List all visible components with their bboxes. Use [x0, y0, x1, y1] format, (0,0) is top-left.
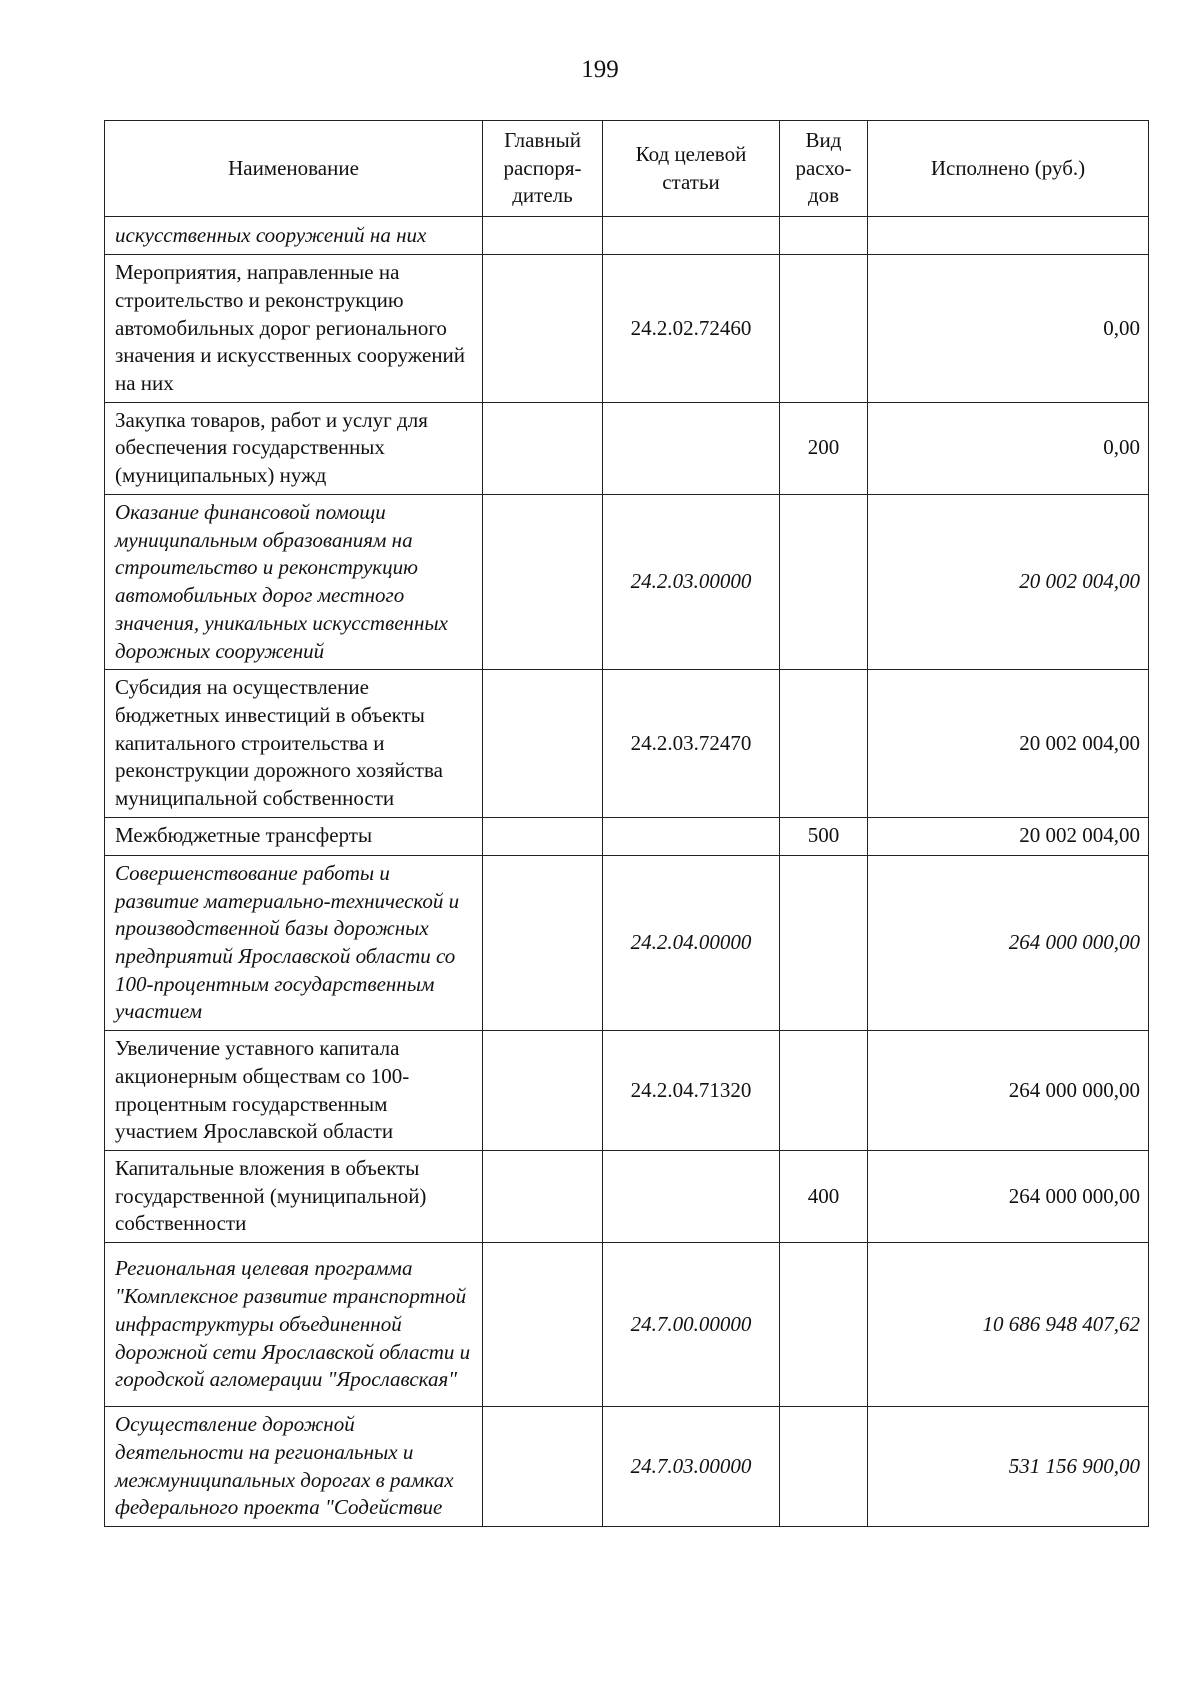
cell-expense-type [780, 670, 868, 818]
table-row [105, 817, 1149, 855]
table-row [105, 1407, 1149, 1527]
cell-name: искусственных сооружений на них [105, 217, 483, 255]
cell-executed: 264 000 000,00 [868, 1031, 1149, 1151]
table-row [105, 1031, 1149, 1151]
table-row [105, 255, 1149, 403]
cell-executed: 531 156 900,00 [868, 1407, 1149, 1527]
cell-name: Увеличение уставного капитала акционерным обществам со 100-процентным государственным участием Ярославской области [105, 1031, 483, 1151]
cell-executed: 10 686 948 407,62 [868, 1243, 1149, 1407]
table-row [105, 1151, 1149, 1243]
cell-expense-type: 200 [780, 402, 868, 494]
cell-target-code [603, 817, 780, 855]
cell-name: Мероприятия, направленные на строительство и реконструкцию автомобильных дорог регионального значения и искусственных сооружений на них [105, 255, 483, 403]
cell-executed: 264 000 000,00 [868, 855, 1149, 1030]
cell-target-code: 24.7.00.00000 [603, 1243, 780, 1407]
cell-manager [483, 402, 603, 494]
cell-expense-type [780, 1243, 868, 1407]
cell-expense-type: 400 [780, 1151, 868, 1243]
cell-target-code [603, 1151, 780, 1243]
cell-manager [483, 855, 603, 1030]
cell-name: Капитальные вложения в объекты государственной (муниципальной) собственности [105, 1151, 483, 1243]
cell-expense-type [780, 255, 868, 403]
cell-manager [483, 670, 603, 818]
cell-expense-type [780, 1031, 868, 1151]
cell-expense-type: 500 [780, 817, 868, 855]
cell-manager [483, 494, 603, 669]
cell-name: Субсидия на осуществление бюджетных инвестиций в объекты капитального строительства и реконструкции дорожного хозяйства муниципальной собственности [105, 670, 483, 818]
cell-expense-type [780, 494, 868, 669]
header-name: Наименование [105, 121, 483, 217]
cell-manager [483, 1151, 603, 1243]
cell-manager [483, 817, 603, 855]
cell-name: Совершенствование работы и развитие материально-технической и производственной базы дорожных предприятий Ярославской области со 100-процентным государственным участием [105, 855, 483, 1030]
header-executed: Исполнено (руб.) [868, 121, 1149, 217]
cell-executed: 20 002 004,00 [868, 670, 1149, 818]
cell-expense-type [780, 855, 868, 1030]
cell-manager [483, 217, 603, 255]
cell-manager [483, 1407, 603, 1527]
cell-target-code: 24.2.03.00000 [603, 494, 780, 669]
cell-target-code: 24.7.03.00000 [603, 1407, 780, 1527]
budget-table [104, 120, 1149, 1527]
cell-name: Осуществление дорожной деятельности на региональных и межмуниципальных дорогах в рамках федерального проекта "Содействие [105, 1407, 483, 1527]
page-number: 199 [581, 56, 619, 83]
table-row [105, 670, 1149, 818]
table-body [105, 217, 1149, 1527]
cell-target-code: 24.2.03.72470 [603, 670, 780, 818]
table-row [105, 1243, 1149, 1407]
cell-executed: 264 000 000,00 [868, 1151, 1149, 1243]
header-expense-type: Вид расхо-дов [780, 121, 868, 217]
table-row [105, 494, 1149, 669]
header-target-code: Код целевой статьи [603, 121, 780, 217]
cell-target-code: 24.2.04.00000 [603, 855, 780, 1030]
cell-executed [868, 217, 1149, 255]
cell-target-code [603, 217, 780, 255]
header-manager: Главный распоря-дитель [483, 121, 603, 217]
cell-executed: 0,00 [868, 255, 1149, 403]
cell-name: Оказание финансовой помощи муниципальным образованиям на строительство и реконструкцию автомобильных дорог местного значения, уникальных искусственных дорожных сооружений [105, 494, 483, 669]
cell-target-code [603, 402, 780, 494]
cell-name: Межбюджетные трансферты [105, 817, 483, 855]
cell-executed: 20 002 004,00 [868, 817, 1149, 855]
cell-target-code: 24.2.02.72460 [603, 255, 780, 403]
cell-expense-type [780, 217, 868, 255]
cell-name: Закупка товаров, работ и услуг для обеспечения государственных (муниципальных) нужд [105, 402, 483, 494]
cell-executed: 0,00 [868, 402, 1149, 494]
table-row [105, 855, 1149, 1030]
table-row [105, 402, 1149, 494]
cell-target-code: 24.2.04.71320 [603, 1031, 780, 1151]
cell-manager [483, 1243, 603, 1407]
table-header-row [105, 121, 1149, 217]
cell-executed: 20 002 004,00 [868, 494, 1149, 669]
cell-manager [483, 255, 603, 403]
cell-name: Региональная целевая программа "Комплексное развитие транспортной инфраструктуры объединенной дорожной сети Ярославской области и городской агломерации "Ярославская" [105, 1243, 483, 1407]
table-row [105, 217, 1149, 255]
cell-expense-type [780, 1407, 868, 1527]
cell-manager [483, 1031, 603, 1151]
